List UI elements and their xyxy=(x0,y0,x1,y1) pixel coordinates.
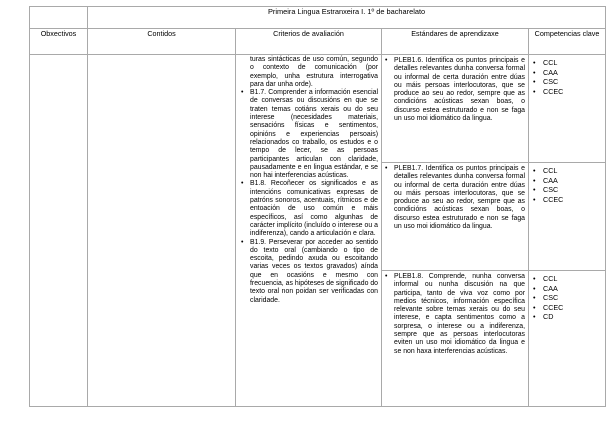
competence-item xyxy=(533,87,605,97)
competence-code: CCL xyxy=(543,274,558,283)
header-objectives: Obxectivos xyxy=(30,29,88,55)
criteria-item-text: B1.9. Perseverar por acceder ao sentido do texto oral (cambiando o tipo de escoita, pedindo axuda ou escoitando varias veces os textos gravados) aínda que en ocasións e mesmo con frecuencia, as hipóteses de significado do texto oral non poidan ser verificadas con claridade. xyxy=(250,238,378,304)
criteria-cell xyxy=(236,55,382,407)
bullet-icon: • xyxy=(533,77,536,87)
competence-item xyxy=(533,58,605,68)
bullet-icon: • xyxy=(533,58,536,67)
competences-list xyxy=(529,163,605,204)
criteria-item xyxy=(240,239,378,305)
competence-code: CSC xyxy=(543,185,559,195)
bullet-icon: • xyxy=(533,293,536,303)
bullet-icon: • xyxy=(533,166,536,175)
competence-code: CAA xyxy=(543,175,558,185)
competence-code: CAA xyxy=(543,283,558,293)
standard-item xyxy=(382,163,528,231)
standard-text: PLEB1.8. Comprende, nunha conversa informal ou nunha discusión na que participa, tanto de viva voz como por medios técnicos, información específica relevante sobre temas xerais ou do seu interese, e capta sentimentos como a sorpresa, o interese ou a indiferenza, sempre que as persoas interlocutoras eviten un uso moi idiomático da lingua e se non haxa interferencias acústicas. xyxy=(394,273,525,355)
contents-cell xyxy=(88,55,236,407)
criteria-item-text: B1.7. Comprender a información esencial de conversas ou discusións en que se traten temas cotiáns xerais ou do seu interese (necesidades materiais, sensacións físicas e sentimentos, opinións e experiencias persoais) relacionados co traballo, os estudos e o tempo de lecer, se as persoas participantes articulan con claridade, pausadamente e en lingua estándar, e se non hai interferencias acústicas. xyxy=(250,89,378,180)
table-header-row xyxy=(30,29,606,55)
bullet-icon: • xyxy=(385,273,388,280)
bullet-icon: • xyxy=(533,302,536,312)
competence-code: CCEC xyxy=(543,194,564,204)
competences-list xyxy=(529,55,605,96)
bullet-icon: • xyxy=(241,89,244,97)
table-row xyxy=(30,55,606,163)
bullet-icon: • xyxy=(385,165,388,172)
curriculum-table xyxy=(29,6,606,407)
bullet-icon: • xyxy=(533,185,536,195)
standard-cell xyxy=(382,271,529,407)
criteria-item-text: B1.8. Recoñecer os significados e as intencións comunicativas expresas de patróns sonoros, acentuais, rítmicos e de entoación de uso común e máis específicos, así como algunhas de carácter implícito (incluído o interese ou a indiferenza), cando a articulación e clara. xyxy=(250,180,378,238)
competences-list xyxy=(529,271,605,322)
competence-code: CCEC xyxy=(543,86,564,96)
competence-code: CSC xyxy=(543,293,559,303)
bullet-icon: • xyxy=(533,312,536,322)
competence-code: CAA xyxy=(543,67,558,77)
competence-item xyxy=(533,185,605,195)
bullet-icon: • xyxy=(241,180,244,188)
competence-code: CCEC xyxy=(543,302,564,312)
standard-text: PLEB1.7. Identifica os puntos principais e detalles relevantes dunha conversa formal ou informal de certa duración entre dúas ou máis persoas interlocutoras, que se produce ao seu ao redor, sempre que as condicións acústicas sexan boas, o discurso estea estruturado e non se faga un uso moi idiomático da lingua. xyxy=(394,165,525,231)
competence-item xyxy=(533,312,605,322)
standard-item xyxy=(382,271,528,356)
bullet-icon: • xyxy=(533,86,536,96)
bullet-icon: • xyxy=(533,194,536,204)
bullet-icon: • xyxy=(385,57,388,64)
competences-cell xyxy=(529,55,606,163)
table-title-row xyxy=(30,7,606,29)
standard-cell xyxy=(382,163,529,271)
competences-cell xyxy=(529,271,606,407)
competence-item xyxy=(533,77,605,87)
competence-item xyxy=(533,195,605,205)
header-competences: Competencias clave xyxy=(529,29,606,55)
criteria-text xyxy=(236,55,381,305)
bullet-icon: • xyxy=(533,67,536,77)
competence-item xyxy=(533,68,605,78)
competence-item xyxy=(533,303,605,313)
competence-item xyxy=(533,284,605,294)
criteria-item xyxy=(240,180,378,238)
competence-code: CCL xyxy=(543,58,558,67)
criteria-continuation: turas sintácticas de uso común, segundo o contexto de comunicación (por exemplo, unha estrutura interrogativa para dar unha orde). xyxy=(250,56,378,88)
header-criteria: Criterios de avaliación xyxy=(236,29,382,55)
competence-code: CD xyxy=(543,312,554,322)
competence-item xyxy=(533,166,605,176)
competence-code: CSC xyxy=(543,77,559,87)
table-title: Primeira Lingua Estranxeira I. 1º de bacharelato xyxy=(88,7,606,29)
bullet-icon: • xyxy=(533,274,536,283)
objectives-cell xyxy=(30,55,88,407)
standard-text: PLEB1.6. Identifica os puntos principais e detalles relevantes dunha conversa formal ou informal de certa duración entre dúas ou máis persoas interlocutoras, que se produce ao seu ao redor, sempre que as condicións acústicas sexan boas, o discurso estea estruturado e non se faga un uso moi idiomático da lingua. xyxy=(394,57,525,123)
standard-cell xyxy=(382,55,529,163)
standard-item xyxy=(382,55,528,123)
header-standards: Estándares de aprendizaxe xyxy=(382,29,529,55)
competence-code: CCL xyxy=(543,166,558,175)
bullet-icon: • xyxy=(533,175,536,185)
competences-cell xyxy=(529,163,606,271)
bullet-icon: • xyxy=(241,238,244,246)
competence-item xyxy=(533,176,605,186)
bullet-icon: • xyxy=(533,283,536,293)
criteria-item xyxy=(240,89,378,180)
title-row-blank-cell xyxy=(30,7,88,29)
header-contents: Contidos xyxy=(88,29,236,55)
competence-item xyxy=(533,293,605,303)
competence-item xyxy=(533,274,605,284)
